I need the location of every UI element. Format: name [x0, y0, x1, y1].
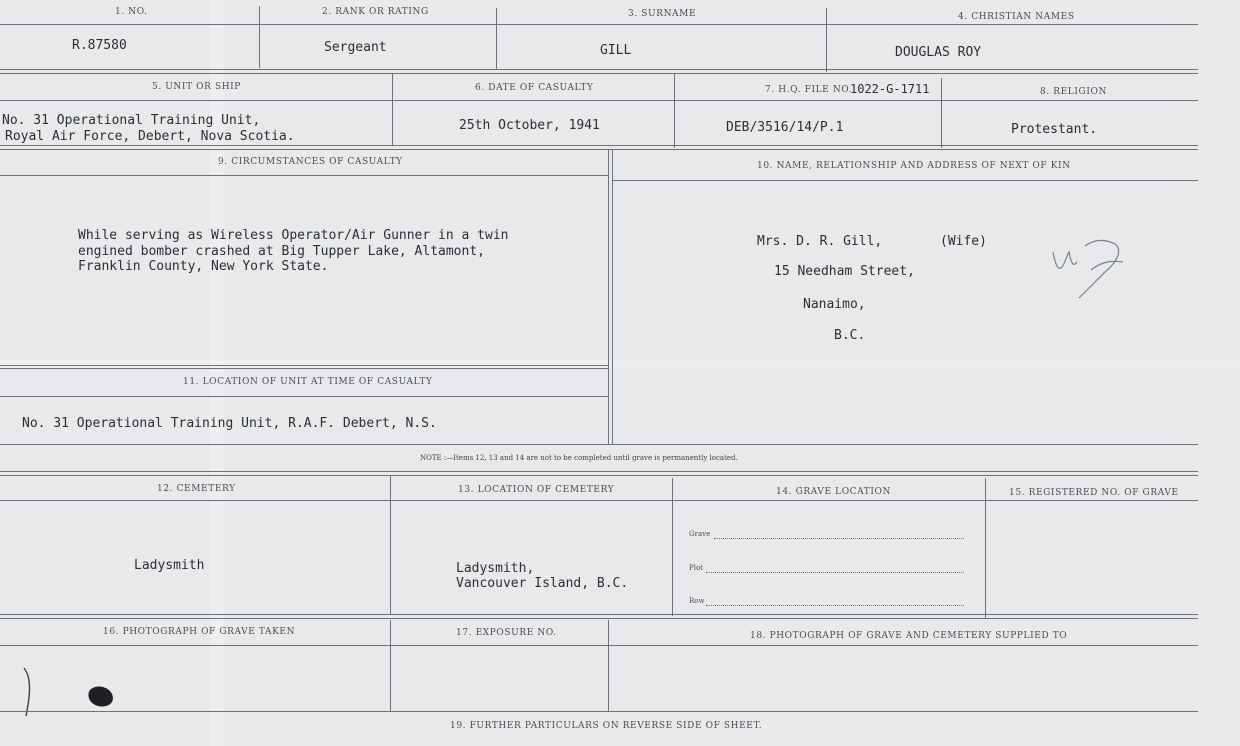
- file-reference: DEB/3516/14/P.1: [726, 120, 844, 135]
- photo-taken-label: 16. PHOTOGRAPH OF GRAVE TAKEN: [103, 627, 296, 637]
- plot-field-line: [706, 572, 964, 573]
- kin-city: Nanaimo,: [803, 297, 866, 312]
- kin-street: 15 Needham Street,: [774, 264, 915, 279]
- surname-value: GILL: [600, 43, 632, 58]
- rule: [390, 620, 391, 712]
- rule: [0, 396, 608, 397]
- hq-file-number: 1022-G-1711: [850, 82, 930, 96]
- rule: [0, 500, 1198, 501]
- rule: [0, 149, 1198, 150]
- date-of-casualty: 25th October, 1941: [459, 118, 600, 133]
- rule: [496, 8, 497, 70]
- surname-label: 3. SURNAME: [628, 9, 697, 19]
- circumstances-label: 9. CIRCUMSTANCES OF CASUALTY: [218, 157, 403, 167]
- cemetery-location-line-2: Vancouver Island, B.C.: [456, 576, 629, 591]
- rule: [0, 145, 1198, 146]
- rule: [0, 444, 1198, 445]
- circumstances-line-3: Franklin County, New York State.: [78, 259, 329, 274]
- rule: [0, 24, 1198, 25]
- rule: [608, 150, 609, 444]
- further-particulars-footer: 19. FURTHER PARTICULARS ON REVERSE SIDE OF SHEET.: [450, 721, 763, 731]
- cemetery-location-label: 13. LOCATION OF CEMETERY: [458, 485, 615, 495]
- photo-supplied-label: 18. PHOTOGRAPH OF GRAVE AND CEMETERY SUPPLIED TO: [750, 631, 1068, 641]
- handwritten-initials: [1045, 232, 1135, 307]
- row-field-label: Row: [689, 597, 705, 605]
- unit-line-1: No. 31 Operational Training Unit,: [2, 113, 261, 128]
- rule: [608, 620, 609, 712]
- location-unit-value: No. 31 Operational Training Unit, R.A.F. Debert, N.S.: [22, 416, 437, 431]
- no-label: 1. NO.: [115, 7, 148, 17]
- rule: [985, 478, 986, 618]
- rule: [0, 73, 1198, 74]
- paper-fold: [0, 360, 1240, 368]
- circumstances-line-2: engined bomber crashed at Big Tupper Lake, Altamont,: [78, 244, 485, 259]
- rank-value: Sergeant: [324, 40, 387, 55]
- date-label: 6. DATE OF CASUALTY: [475, 83, 594, 93]
- rule: [0, 711, 1198, 712]
- rule: [0, 69, 1198, 70]
- christian-names-label: 4. CHRISTIAN NAMES: [958, 12, 1075, 22]
- kin-relationship: (Wife): [940, 234, 987, 249]
- rule: [612, 180, 1198, 181]
- rule: [674, 74, 675, 148]
- rule: [0, 475, 1198, 476]
- unit-label: 5. UNIT OR SHIP: [152, 82, 241, 92]
- rule: [0, 365, 608, 366]
- rule: [392, 74, 393, 146]
- rule: [0, 614, 1198, 615]
- rule: [0, 175, 608, 176]
- row-field-line: [706, 605, 964, 606]
- rule: [0, 618, 1198, 619]
- location-unit-label: 11. LOCATION OF UNIT AT TIME OF CASUALTY: [183, 377, 433, 387]
- kin-province: B.C.: [834, 328, 866, 343]
- rank-label: 2. RANK OR RATING: [322, 7, 429, 17]
- rule: [390, 476, 391, 614]
- rule: [259, 6, 260, 68]
- rule: [672, 478, 673, 616]
- rule: [612, 150, 613, 444]
- completion-note: NOTE :—Items 12, 13 and 14 are not to be completed until grave is permanently located.: [420, 454, 738, 462]
- rule: [0, 645, 1198, 646]
- unit-line-2: Royal Air Force, Debert, Nova Scotia.: [5, 129, 295, 144]
- next-of-kin-label: 10. NAME, RELATIONSHIP AND ADDRESS OF NEXT OF KIN: [757, 161, 1071, 171]
- grave-field-label: Grave: [689, 530, 711, 538]
- grave-location-label: 14. GRAVE LOCATION: [776, 487, 891, 497]
- religion-label: 8. RELIGION: [1040, 87, 1107, 97]
- plot-field-label: Plot: [689, 564, 703, 572]
- hq-file-label: 7. H.Q. FILE NO.: [765, 85, 853, 95]
- exposure-label: 17. EXPOSURE NO.: [456, 628, 557, 638]
- rule: [826, 8, 827, 72]
- rule: [0, 368, 608, 369]
- cemetery-location-line-1: Ladysmith,: [456, 561, 535, 576]
- grave-field-line: [714, 538, 964, 539]
- registered-no-label: 15. REGISTERED NO. OF GRAVE: [1009, 488, 1179, 498]
- rule: [0, 100, 1198, 101]
- christian-names-value: DOUGLAS ROY: [895, 45, 982, 60]
- kin-name: Mrs. D. R. Gill,: [757, 234, 883, 249]
- cemetery-value: Ladysmith: [134, 558, 205, 573]
- rule: [941, 78, 942, 148]
- rule: [0, 471, 1198, 472]
- religion-value: Protestant.: [1011, 122, 1098, 137]
- circumstances-line-1: While serving as Wireless Operator/Air Gunner in a twin: [78, 228, 509, 243]
- cemetery-label: 12. CEMETERY: [157, 484, 236, 494]
- service-number: R.87580: [72, 38, 127, 53]
